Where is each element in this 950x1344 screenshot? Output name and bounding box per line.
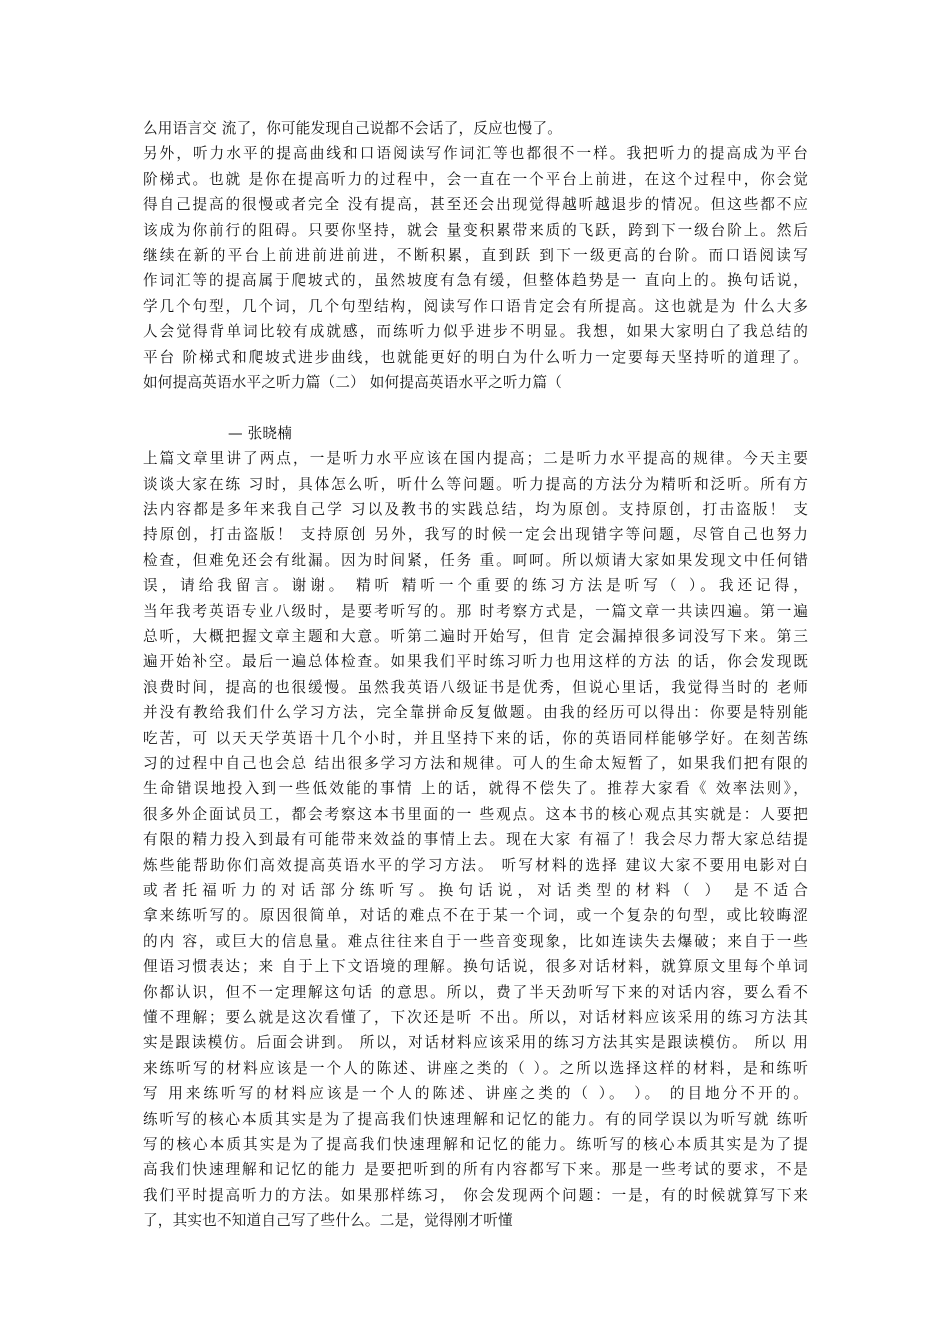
text-line: 人会觉得背单词比较有成就感，而练听力似乎进步不明显。我想，如果大家明白了我总结的 [143, 323, 808, 341]
text-line: 了，其实也不知道自己写了些什么。二是，觉得刚才听懂 [143, 1212, 513, 1230]
text-line: 或者托福听力的对话部分练听写。换句话说，对话类型的材料（ ） 是不适合 [143, 882, 808, 899]
text-line [143, 395, 808, 420]
text-line: 俚语习惯表达；来 自于上下文语境的理解。换句话说，很多对话材料，就算原文里每个单词 [143, 958, 808, 976]
text-line: 法内容都是多年来我自己学 习以及教书的实践总结，均为原创。支持原创，打击盗版！ 支 [143, 501, 808, 518]
text-line: 来练听写的材料应该是一个人的陈述、讲座之类的（ ）。之所以选择这样的材料，是和练听 [143, 1059, 808, 1077]
text-line: 误，请给我留言。谢谢。 精听 精听一个重要的练习方法是听写（ ）。我还记得， [143, 577, 808, 595]
text-line: 阶梯式。也就 是你在提高听力的过程中，会一直在一个平台上前进，在这个过程中，你会觉 [143, 170, 808, 188]
text-line: 有限的精力投入到最有可能带来效益的事情上去。现在大家 有福了！我会尽力帮大家总结提 [143, 831, 808, 849]
text-line: 当年我考英语专业八级时，是要考听写的。那 时考察方式是，一篇文章一共读四遍。第一遍 [143, 602, 808, 620]
text-line: 该成为你前行的阻碍。只要你坚持，就会 量变积累带来质的飞跃，跨到下一级台阶上。然后 [143, 221, 808, 239]
text-line: 如何提高英语水平之听力篇（二） 如何提高英语水平之听力篇（ [143, 374, 563, 391]
author-line: — 张晓楠 [228, 424, 293, 442]
text-line: 写 用来练听写的材料应该是一个人的陈述、讲座之类的（ ）。 ）。 的目地分不开的。 [143, 1085, 808, 1103]
text-line: 学几个句型，几个词，几个句型结构，阅读写作口语肯定会有所提高。这也就是为 什么大多 [143, 297, 808, 315]
text-line: 作词汇等的提高属于爬坡式的，虽然坡度有急有缓，但整体趋势是一 直向上的。换句话说， [143, 272, 808, 290]
text-line: 持原创，打击盗版！ 支持原创 另外，我写的时候一定会出现错字等问题，尽管自己也努力 [143, 526, 808, 544]
text-line: 上篇文章里讲了两点，一是听力水平应该在国内提高；二是听力水平提高的规律。今天主要 [143, 450, 808, 468]
text-line: 并没有教给我们什么学习方法，完全靠拼命反复做题。由我的经历可以得出：你要是特别能 [143, 704, 808, 722]
text-line: 浪费时间，提高的也很缓慢。虽然我英语八级证书是优秀，但说心里话，我觉得当时的 老师 [143, 678, 808, 696]
text-line: 遍开始补空。最后一遍总体检查。如果我们平时练习听力也用这样的方法 的话，你会发现既 [143, 653, 808, 671]
text-line: 懂不理解；要么就是这次看懂了，下次还是听 不出。所以，对话材料应该采用的练习方法其 [143, 1009, 808, 1026]
text-line: 很多外企面试员工，都会考察这本书里面的一 些观点。这本书的核心观点其实就是：人要把 [143, 805, 808, 823]
text-line: 么用语言交 流了，你可能发现自己说都不会话了，反应也慢了。 [143, 120, 563, 137]
text-line: 谈谈大家在练 习时，具体怎么听，听什么等问题。听力提高的方法分为精听和泛听。所有方 [143, 475, 808, 493]
text-line: 高我们快速理解和记忆的能力 是要把听到的所有内容都写下来。那是一些考试的要求，不是 [143, 1161, 808, 1179]
text-line: 得自己提高的很慢或者完全 没有提高，甚至还会出现觉得越听越退步的情况。但这些都不应 [143, 196, 808, 214]
text-line: 吃苦，可 以天天学英语十几个小时，并且坚持下来的话，你的英语同样能够学好。在刻苦练 [143, 729, 808, 747]
text-line: 写的核心本质其实是为了提高我们快速理解和记忆的能力。练听写的核心本质其实是为了提 [143, 1136, 808, 1153]
text-line: 实是跟读模仿。后面会讲到。 所以，对话材料应该采用的练习方法其实是跟读模仿。 所以 用 [143, 1034, 808, 1052]
text-line: 炼些能帮助你们高效提高英语水平的学习方法。 听写材料的选择 建议大家不要用电影对白 [143, 856, 808, 874]
text-line: 我们平时提高听力的方法。如果那样练习， 你会发现两个问题：一是，有的时候就算写下来 [143, 1186, 808, 1204]
text-line: 的内 容，或巨大的信息量。难点往往来自于一些音变现象，比如连读失去爆破；来自于一些 [143, 932, 808, 950]
text-line: 总听，大概把握文章主题和大意。听第二遍时开始写，但肯 定会漏掉很多词没写下来。第三 [143, 628, 808, 645]
text-line: 习的过程中自己也会总 结出很多学习方法和规律。可人的生命太短暂了，如果我们把有限的 [143, 755, 808, 772]
text-line: 平台 阶梯式和爬坡式进步曲线，也就能更好的明白为什么听力一定要每天坚持听的道理了。 [143, 348, 808, 366]
text-line: 练听写的核心本质其实是为了提高我们快速理解和记忆的能力。有的同学误以为听写就 练听 [143, 1110, 808, 1128]
text-line: 你都认识，但不一定理解这句话 的意思。所以，费了半天劲听写下来的对话内容，要么看不 [143, 983, 808, 1001]
text-line: 拿来练听写的。原因很简单，对话的难点不在于某一个词，或一个复杂的句型，或比较晦涩 [143, 907, 808, 925]
text-line: 生命错误地投入到一些低效能的事情 上的话，就得不偿失了。推荐大家看《 效率法则》， [143, 780, 808, 798]
text-line: 另外，听力水平的提高曲线和口语阅读写作词汇等也都很不一样。我把听力的提高成为平台 [143, 145, 808, 163]
text-line: 继续在新的平台上前进前进前进，不断积累，直到跃 到下一级更高的台阶。而口语阅读写 [143, 247, 808, 264]
text-line: 检查，但难免还会有纰漏。因为时间紧，任务 重。呵呵。所以烦请大家如果发现文中任何错 [143, 551, 808, 569]
